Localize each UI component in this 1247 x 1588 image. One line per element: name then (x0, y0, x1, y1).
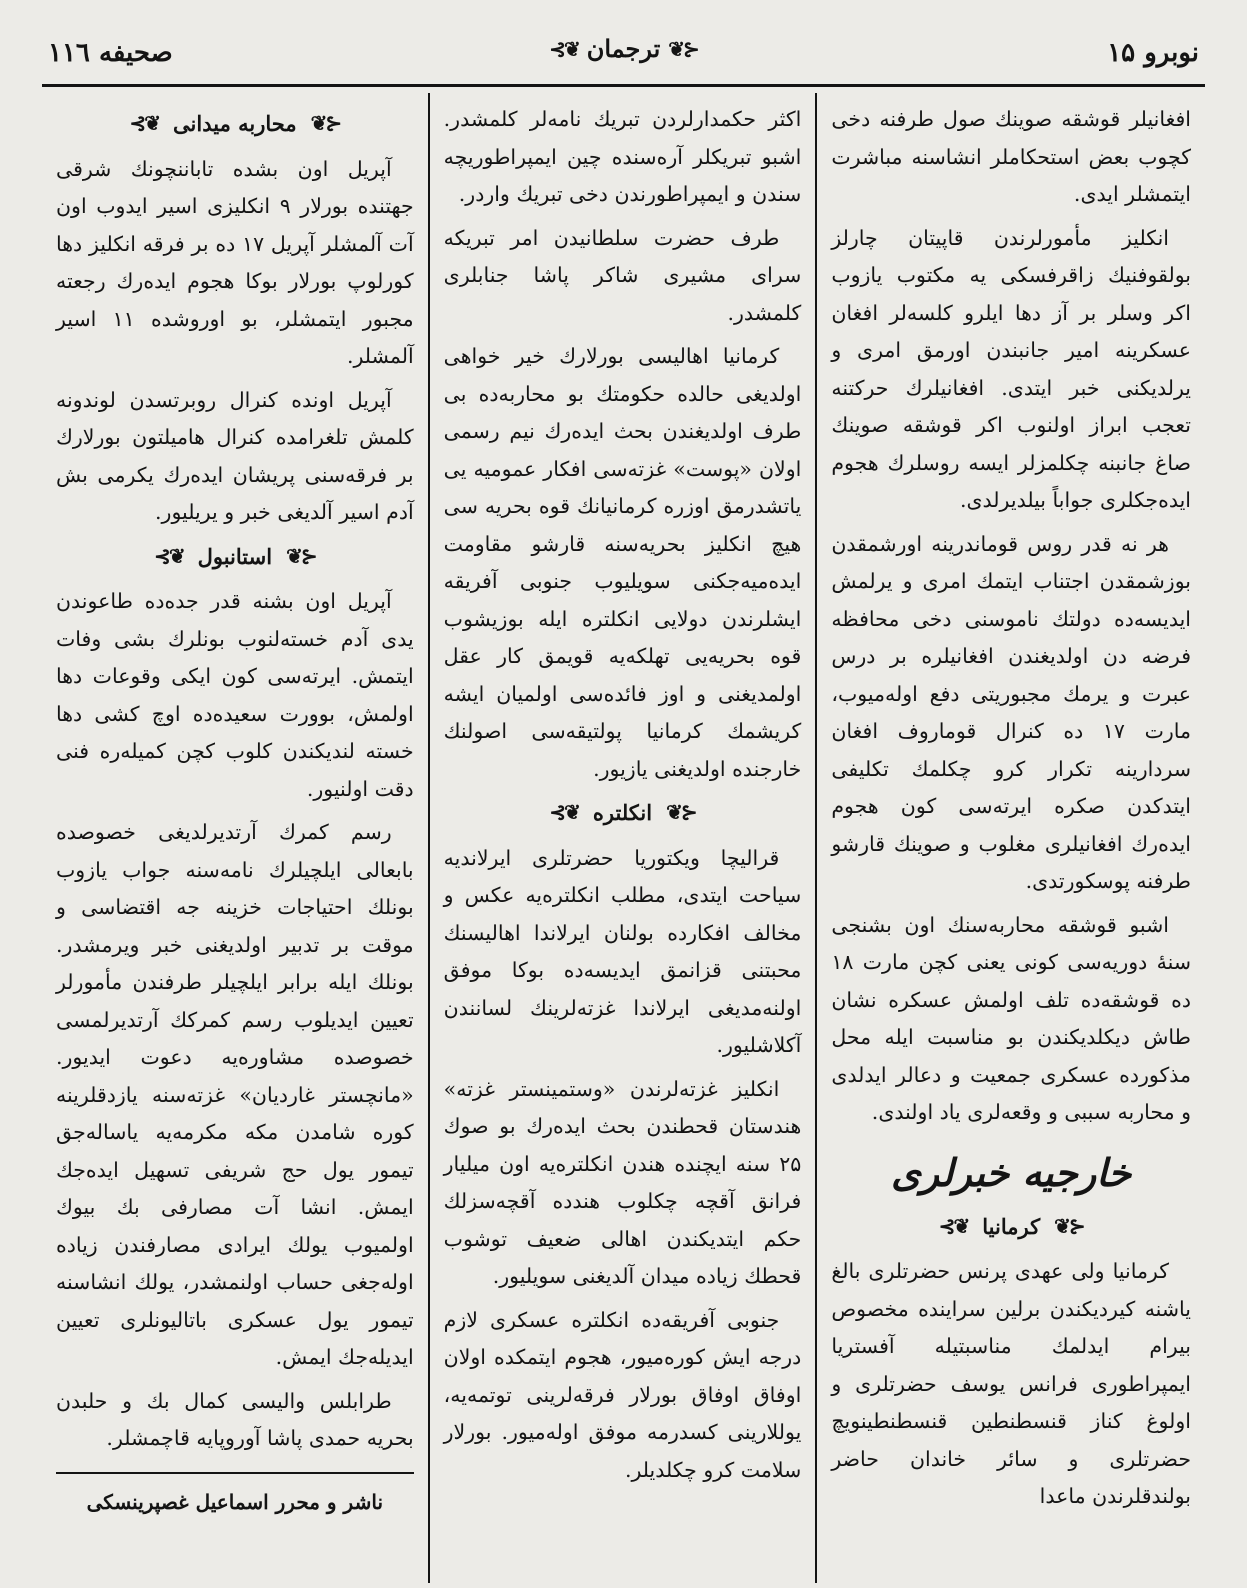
ornament-icon: ❦⊱ (938, 1213, 969, 1238)
ornament-icon: ❦⊱ (549, 36, 579, 61)
ornament-icon: ⊰❦ (668, 36, 698, 61)
subsection-title: محاربه ميدانى (173, 111, 297, 136)
paragraph: افغانيلر قوشقه صوينك صول طرفنه دخى كچوب بعض استحكاملر انشاسنه مباشرت ايتمشلر ايدى. (831, 107, 1191, 206)
subsection-title: استانبول (197, 543, 273, 569)
paragraph: قراليچا ويكتوريا حضرتلرى ايرلانديه سياحت ايتدى، مطلب انكلتره‌يه عكس و مخالف افكارده بولنان ايرلاندا اهاليسنك محبتنى قزانمق ايديسه‌ده بوكا موفق اولنه‌مديغى ايرلاندا غزته‌لرينك لسانندن آكلاشليور. (443, 845, 802, 1057)
column-left (42, 93, 430, 1583)
masthead-title-block (549, 34, 698, 63)
ornament-icon: ⊰❦ (310, 111, 341, 135)
paragraph: اشبو قوشقه محاربه‌سنك اون بشنجى سنهٔ دوريه‌سى كونى يعنى كچن مارت ۱۸ ده قوشقه‌ده تلف اولمش عسكره نشان طاش ديكلديكندن بو مناسبت ايله محل مذكورده عسكرى جمعيت و دعالر ايدلدى و محاربه سببى و وقعه‌لرى ياد اولندى. (831, 912, 1191, 1124)
paragraph: طرابلس واليسى كمال بك و حلبدن بحريه حمدى پاشا آوروپايه قاچمشلر. (55, 1388, 414, 1450)
issue-date: نوبرو ۱۵ (1107, 38, 1199, 68)
columns (42, 93, 1205, 1583)
paragraph: آپريل اونده كنرال روبرتسدن لوندونه كلمش تلغرامده كنرال هاميلتون بورلارك بر فرقه‌سنى پريشان ايده‌رك يكرمى بش آدم اسير آلديغى خبر و يريليور. (55, 387, 414, 524)
ornament-icon: ⊰❦ (1054, 1213, 1084, 1238)
subsection-title: انكلتره (592, 800, 653, 825)
subsection-header (831, 1208, 1191, 1246)
ornament-icon: ❦⊱ (154, 543, 184, 568)
column-middle (430, 93, 818, 1583)
ornament-icon: ⊰❦ (286, 543, 316, 568)
newspaper-title: ترجمان (586, 34, 661, 63)
paragraph: هر نه قدر روس قوماندرينه اورشمقدن بوزشمقدن اجتناب ايتمك امرى و يرلمش ايديسه‌ده دولتك ناموسنى دخى محافظه فرضه دن اولديغندن افغانيلره بر درس عبرت و يرمك مجبوريتى دفع اوله‌ميوب، مارت ۱۷ ده كنرال قوماروف افغان سردارينه تكرار كرو چكلمك تكليفى ايتدكدن صكره ايرته‌سى كون هجوم ايده‌رك افغانيلرى مغلوب و صوينك قارشو طرفنه پوسكورتدى. (831, 531, 1191, 893)
masthead (42, 28, 1205, 87)
subsection-title: كرمانيا (982, 1213, 1041, 1239)
subsection-header (56, 105, 414, 143)
paragraph: كرمانيا اهاليسى بورلارك خير خواهى اولديغى حالده حكومتك بو محاربه‌ده بى طرف اولديغندن بحث ايده‌رك نيم رسمى اولان «پوست» غزته‌سى افكار عموميه يى ياتشدرمق اوزره كرمانيانك قوه بحريه سى هيچ انكليز بحريه‌سنه قارشو مقاومت ايده‌ميه‌جكنى سويليوب جنوبى آفريقه ايشلرندن دولايى انكلتره ايله بوزيشوب قوه بحريه‌يى تهلكه‌يه قويمق كار عقل اولمديغنى و اوز فائده‌سى اولميان ايشه كريشمك كرمانيا پولتيقه‌سى اصولنك خارجنده اولديغنى يازيور. (443, 344, 802, 781)
section-title: خارجيه خبرلرى (891, 1149, 1132, 1195)
paragraph: انكليز غزته‌لرندن «وستمينستر غزته» هندستان قحطندن بحث ايده‌رك بو صوك ۲۵ سنه ايچنده هندن انكلتره‌يه اون ميليار فرانق آقچه چكلوب هندده آقچه‌سزلك حكم ايتديكندن اهالى ضعيف توشوب قحطك زياده ميدان آلديغنى سويليور. (443, 1076, 802, 1288)
paragraph: آپريل اون بشنه قدر جده‌ده طاعوندن يدى آدم خسته‌لنوب بونلرك بشى وفات ايتمش. ايرته‌سى كون ايكى وقوعات دها اولمش، بوورت سعيده‌ده اوچ كشى دها خسته لنديكندن كلوب كچن كميله‌ره فنى دقت اولنيور. (55, 589, 414, 801)
paragraph: كرمانيا ولى عهدى پرنس حضرتلرى بالغ ياشنه كيرديكندن برلين سراينده مخصوص بيرام ايدلمك مناسبتيله آفستريا ايمپراطورى فرانس يوسف حضرتلرى و اولوغ كناز قنسطنطين قنسطنطينويچ حضرتلرى و سائر خاندان حاضر بولندقلرندن ماعدا (831, 1259, 1191, 1508)
paragraph: طرف حضرت سلطانيدن امر تبريكه سراى مشيرى شاكر پاشا جنابلرى كلمشدر. (443, 225, 802, 325)
column-right (817, 93, 1205, 1583)
publisher-footer: ناشر و محرر اسماعيل غصپرينسكى (86, 1489, 384, 1514)
paragraph: رسم كمرك آرتديرلديغى خصوصده بابعالى ايلچيلرك نامه‌سنه جواب يازوب بونلك احتياجات خزينه جه اقتضاسى و موقت بر تدبير اولديغنى خبر ويرمشدر. بونلك ايله برابر ايلچيلر طرفندن مأمورلر تعيين ايديلوب رسم كمركك آرتديرلمسى خصوصده مشاوره‌يه دعوت ايديور. «مانچستر غارديان» غزته‌سنه يازدقلرينه كوره شامدن مكه مكرمه‌يه ياساله‌جق تيمور يول حج شريفى تسهيل ايده‌جك ايمش. انشا آت مصارفى بك بيوك اولميوب يولك ايرادى مصارفندن زياده اوله‌جغى حساب اولنمشدر، يولك انشاسنه تيمور يول عسكرى باتاليونلرى تعيين ايديله‌جك ايمش. (55, 820, 414, 1369)
ornament-icon: ⊰❦ (666, 800, 696, 824)
page-number: صحيفه ۱۱٦ (48, 38, 173, 68)
ornament-icon: ❦⊱ (549, 800, 579, 824)
ornament-icon: ❦⊱ (129, 111, 160, 135)
paragraph: انكليز مأمورلرندن قاپيتان چارلز بولقوفنيك زاقرفسكى يه مكتوب يازوب اكر وسلر بر آز دها ايلرو كلسه‌لر افغان عسكرينه امير جانبندن اورمق امرى و يرلديكنى خبر ايتدى. افغانيلرك حركتنه تعجب ابراز اولنوب اكر قوشقه صوينك صاغ جانبنه چكلمزلر ايسه روسلرك هجوم ايده‌جكلرى جواباً بيلديرلدى. (831, 225, 1191, 512)
paragraph: آپريل اون بشده تاباننچونك شرقى جهتنده بورلار ۹ انكليزى اسير ايدوب اون آت آلمشلر آپريل ۱۷ ده بر فرقه انكليز دها كورلوپ بورلار بوكا هجوم ايده‌رك رجعته مجبور ايتمشلر، بو اوروشده ۱۱ اسير آلمشلر. (55, 156, 414, 368)
subsection-header (444, 794, 802, 832)
paragraph: اكثر حكمدارلردن تبريك نامه‌لر كلمشدر. اشبو تبريكلر آره‌سنده چين ايمپراطوريچه سندن و ايمپراطورندن دخى تبريك واردر. (443, 107, 802, 206)
subsection-header (56, 538, 414, 576)
paragraph: جنوبى آفريقه‌ده انكلتره عسكرى لازم درجه ايش كوره‌ميور، هجوم ايتمكده اولان اوفاق اوفاق بورلار فرقه‌لرينى توتمه‌يه، يوللارينى كسدرمه موفق اوله‌ميور. بورلار سلامت كرو چكلديلر. (443, 1307, 802, 1482)
